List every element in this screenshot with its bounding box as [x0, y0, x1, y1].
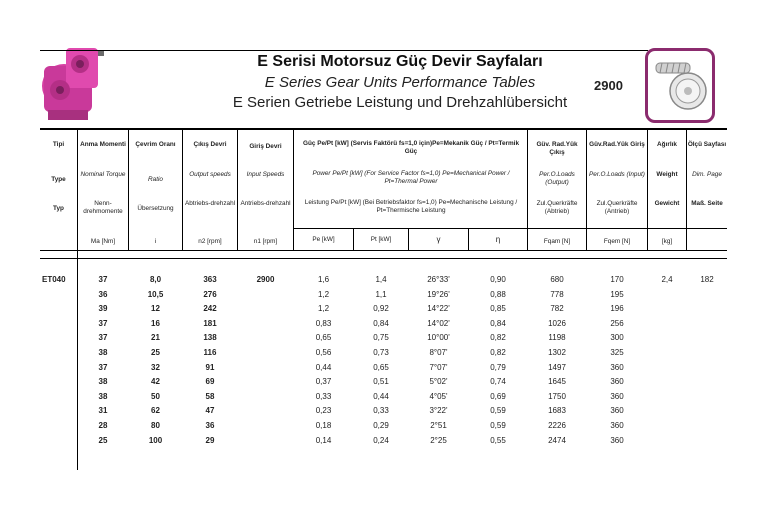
cell-pe: 1,2 — [317, 304, 330, 314]
cell-eta: 0,79 — [490, 362, 506, 372]
header-weight-tr: Ağırlık — [657, 141, 677, 148]
cell-gamma: 26°33' — [427, 275, 450, 284]
header-input-de: Antriebs-drehzahl — [240, 200, 291, 207]
title-english: E Series Gear Units Performance Tables — [264, 74, 536, 91]
cell-fqa: 782 — [550, 304, 564, 314]
cell-pe: 0,18 — [315, 421, 332, 430]
header-load-out-en: Per.O.Loads (Output) — [539, 171, 575, 186]
dim-page-value: 182 — [700, 275, 714, 284]
cell-i: 80 — [151, 421, 160, 430]
cell-fqe: 360 — [610, 377, 624, 387]
cell-fqe: 360 — [610, 435, 624, 445]
cell-fqe: 360 — [610, 421, 624, 430]
cell-fqa: 680 — [550, 275, 564, 284]
header-power-de: Leistung Pe/Pt [kW] (Bei Betriebsfaktor fs=1,0) Pe=Mechanische Leistung / Pt=Thermische Leistung — [304, 199, 518, 214]
cell-fqe: 325 — [610, 348, 624, 357]
cell-n2: 29 — [205, 435, 215, 445]
cell-pt: 0,51 — [373, 377, 389, 387]
cell-n2: 181 — [203, 318, 217, 328]
cell-fqe: 170 — [610, 275, 624, 284]
cell-ma: 37 — [98, 362, 108, 372]
cell-eta: 0,88 — [490, 289, 506, 299]
cell-fqa: 2474 — [548, 435, 566, 445]
weight-value: 2,4 — [661, 275, 673, 284]
cell-gamma: 4°05' — [429, 391, 448, 401]
cell-gamma: 2°51 — [430, 421, 447, 430]
cell-eta: 0,55 — [490, 435, 506, 445]
cell-fqa: 1198 — [548, 333, 566, 343]
title-german: E Serien Getriebe Leistung und Drehzahlübersicht — [232, 94, 568, 111]
cell-gamma: 14°22' — [427, 304, 450, 314]
cell-gamma: 5°02' — [429, 377, 448, 387]
cell-i: 12 — [151, 304, 160, 314]
header-bottom-rule — [40, 250, 727, 251]
cell-ma: 38 — [98, 391, 108, 401]
cell-pe: 0,37 — [315, 377, 332, 387]
header-torque-unit: Ma [Nm] — [90, 238, 116, 245]
header-pt-unit: Pt [kW] — [370, 236, 392, 243]
header-input-en: Input Speeds — [246, 171, 285, 178]
cell-ma: 38 — [98, 377, 108, 387]
cell-fqa: 778 — [550, 289, 564, 299]
cell-fqa: 2226 — [548, 421, 566, 430]
gear-worm-icon — [648, 51, 712, 120]
type-label: ET040 — [42, 275, 66, 284]
header-top-rule — [40, 128, 727, 130]
cell-n2: 116 — [203, 348, 217, 357]
cell-n2: 276 — [203, 289, 217, 299]
logo-frame — [645, 48, 715, 123]
cell-pt: 0,33 — [373, 406, 389, 416]
cell-ma: 37 — [98, 318, 108, 328]
cell-gamma: 8°07' — [429, 348, 448, 357]
cell-gamma: 19°26' — [427, 289, 450, 299]
cell-eta: 0,82 — [490, 348, 506, 357]
cell-pe: 1,6 — [317, 275, 330, 284]
cell-n2: 91 — [205, 362, 215, 372]
cell-ma: 37 — [98, 275, 108, 284]
cell-pt: 0,75 — [373, 333, 389, 343]
header-weight-de: Gewicht — [654, 200, 680, 207]
cell-fqe: 360 — [610, 391, 624, 401]
cell-fqa: 1026 — [548, 318, 566, 328]
cell-fqa: 1645 — [548, 377, 566, 387]
header-torque-en: Nominal Torque — [80, 171, 126, 178]
header-ratio-tr: Çevrim Oranı — [135, 141, 176, 148]
cell-pt: 0,73 — [373, 348, 389, 357]
header-eta-unit: η — [495, 235, 501, 244]
cell-fqe: 300 — [610, 333, 624, 343]
cell-gamma: 2°25 — [430, 435, 447, 445]
header-dim-tr: Ölçü Sayfası — [687, 141, 727, 148]
cell-pt: 0,84 — [373, 318, 389, 328]
cell-i: 42 — [151, 377, 160, 387]
cell-i: 10,5 — [147, 289, 164, 299]
cell-i: 62 — [151, 406, 160, 416]
cell-pe: 0,33 — [315, 391, 332, 401]
cell-n2: 242 — [203, 304, 217, 314]
cell-eta: 0,74 — [490, 377, 506, 387]
data-top-rule — [40, 258, 727, 259]
cell-i: 25 — [151, 348, 160, 357]
top-rule — [40, 50, 648, 51]
col-divider — [77, 130, 78, 470]
cell-ma: 38 — [98, 348, 108, 357]
header-power-en: Power Pe/Pt [kW] (For Service Factor fs=1,0) Pe=Mechanical Power / Pt=Thermal Power — [312, 170, 510, 185]
header-dim-en: Dim. Page — [692, 171, 722, 178]
cell-pt: 0,65 — [373, 362, 389, 372]
cell-pt: 0,44 — [373, 391, 389, 401]
cell-n2: 58 — [205, 391, 215, 401]
header-output-en: Output speeds — [189, 171, 231, 178]
cell-fqe: 360 — [610, 406, 624, 416]
cell-gamma: 14°02' — [427, 318, 450, 328]
cell-pt: 0,29 — [373, 421, 389, 430]
cell-fqa: 1750 — [548, 391, 566, 401]
header-torque-de: Nenn-drehmomente — [83, 200, 123, 215]
cell-n2: 36 — [205, 421, 215, 430]
cell-i: 16 — [151, 318, 160, 328]
header-gamma-unit: γ — [436, 235, 441, 244]
cell-fqe: 256 — [610, 318, 624, 328]
header-output-de: Abtriebs-drehzahl — [184, 200, 236, 207]
cell-i: 32 — [151, 362, 160, 372]
header-load-in-unit: Fqem [N] — [603, 238, 631, 245]
cell-gamma: 3°22' — [429, 406, 448, 416]
cell-pe: 0,23 — [315, 406, 332, 416]
cell-pe: 0,56 — [315, 348, 332, 357]
cell-fqe: 195 — [610, 289, 624, 299]
cell-fqa: 1497 — [548, 362, 566, 372]
cell-eta: 0,69 — [490, 391, 506, 401]
cell-ma: 39 — [98, 304, 108, 314]
header-ratio-unit: i — [154, 238, 157, 245]
col-divider — [128, 130, 129, 250]
cell-eta: 0,59 — [490, 421, 506, 430]
header-output-unit: n2 [rpm] — [198, 238, 222, 245]
header-output-tr: Çıkış Devri — [193, 141, 227, 148]
cell-n2: 47 — [205, 406, 215, 416]
cell-gamma: 10°00' — [427, 333, 450, 343]
title-turkish: E Serisi Motorsuz Güç Devir Sayfaları — [257, 53, 543, 70]
col-divider — [293, 130, 294, 250]
cell-pt: 1,1 — [375, 289, 387, 299]
header-weight-en: Weight — [656, 171, 678, 178]
header-load-in-en: Per.O.Loads (Input) — [589, 171, 645, 178]
col-divider — [182, 130, 183, 250]
header-ratio-en: Ratio — [148, 176, 163, 183]
header-torque-tr: Anma Momenti — [80, 141, 126, 148]
cell-pe: 0,83 — [315, 318, 332, 328]
input-speed-value: 2900 — [256, 275, 275, 284]
cell-pe: 0,14 — [315, 435, 332, 445]
header-power-tr: Güç Pe/Pt [kW] (Servis Faktörü fs=1,0 için)Pe=Mekanik Güç / Pt=Termik Güç — [303, 140, 519, 155]
cell-i: 21 — [151, 333, 160, 343]
cell-ma: 31 — [98, 406, 108, 416]
cell-fqa: 1302 — [548, 348, 566, 357]
header-pe-unit: Pe [kW] — [312, 236, 335, 243]
header-type-tr: Tipi — [52, 141, 65, 148]
cell-fqe: 360 — [610, 362, 624, 372]
cell-eta: 0,85 — [490, 304, 506, 314]
cell-eta: 0,59 — [490, 406, 506, 416]
header-load-in-tr: Güv.Rad.Yük Giriş — [589, 141, 645, 148]
cell-pt: 1,4 — [375, 275, 387, 284]
header-weight-unit: [kg] — [661, 238, 673, 245]
cell-n2: 138 — [203, 333, 217, 343]
cell-eta: 0,82 — [490, 333, 506, 343]
cell-i: 50 — [151, 391, 160, 401]
gearbox-motor-icon — [36, 38, 120, 132]
cell-pe: 0,44 — [315, 362, 332, 372]
header-load-in-de: Zul.Querkräfte (Antrieb) — [596, 200, 638, 215]
cell-pe: 0,65 — [315, 333, 332, 343]
header-type-en: Type — [51, 176, 66, 183]
cell-eta: 0,84 — [490, 318, 506, 328]
col-divider — [237, 130, 238, 250]
header-input-unit: n1 [rpm] — [253, 238, 278, 245]
cell-pe: 1,2 — [317, 289, 330, 299]
cell-n2: 363 — [203, 275, 217, 284]
cell-fqe: 196 — [610, 304, 624, 314]
cell-n2: 69 — [205, 377, 215, 387]
cell-fqa: 1683 — [548, 406, 566, 416]
unit-divider — [293, 228, 727, 229]
header-ratio-de: Übersetzung — [137, 205, 174, 212]
header-dim-de: Maß. Seite — [691, 200, 723, 207]
cell-i: 8,0 — [149, 275, 162, 284]
page-code: 2900 — [594, 78, 623, 93]
header-load-out-tr: Güv. Rad.Yük Çıkış — [536, 141, 578, 156]
cell-i: 100 — [148, 435, 163, 445]
cell-ma: 37 — [98, 333, 108, 343]
cell-ma: 25 — [98, 435, 108, 445]
cell-gamma: 7°07' — [429, 362, 448, 372]
header-load-out-unit: Fqam [N] — [543, 238, 571, 245]
cell-pt: 0,24 — [373, 435, 389, 445]
header-type-de: Typ — [53, 205, 64, 212]
cell-ma: 28 — [98, 421, 108, 430]
cell-pt: 0,92 — [373, 304, 389, 314]
cell-eta: 0,90 — [490, 275, 506, 284]
header-load-out-de: Zul.Querkräfte (Abtrieb) — [536, 200, 578, 215]
cell-ma: 36 — [98, 289, 108, 299]
header-input-tr: Giriş Devri — [249, 143, 282, 150]
